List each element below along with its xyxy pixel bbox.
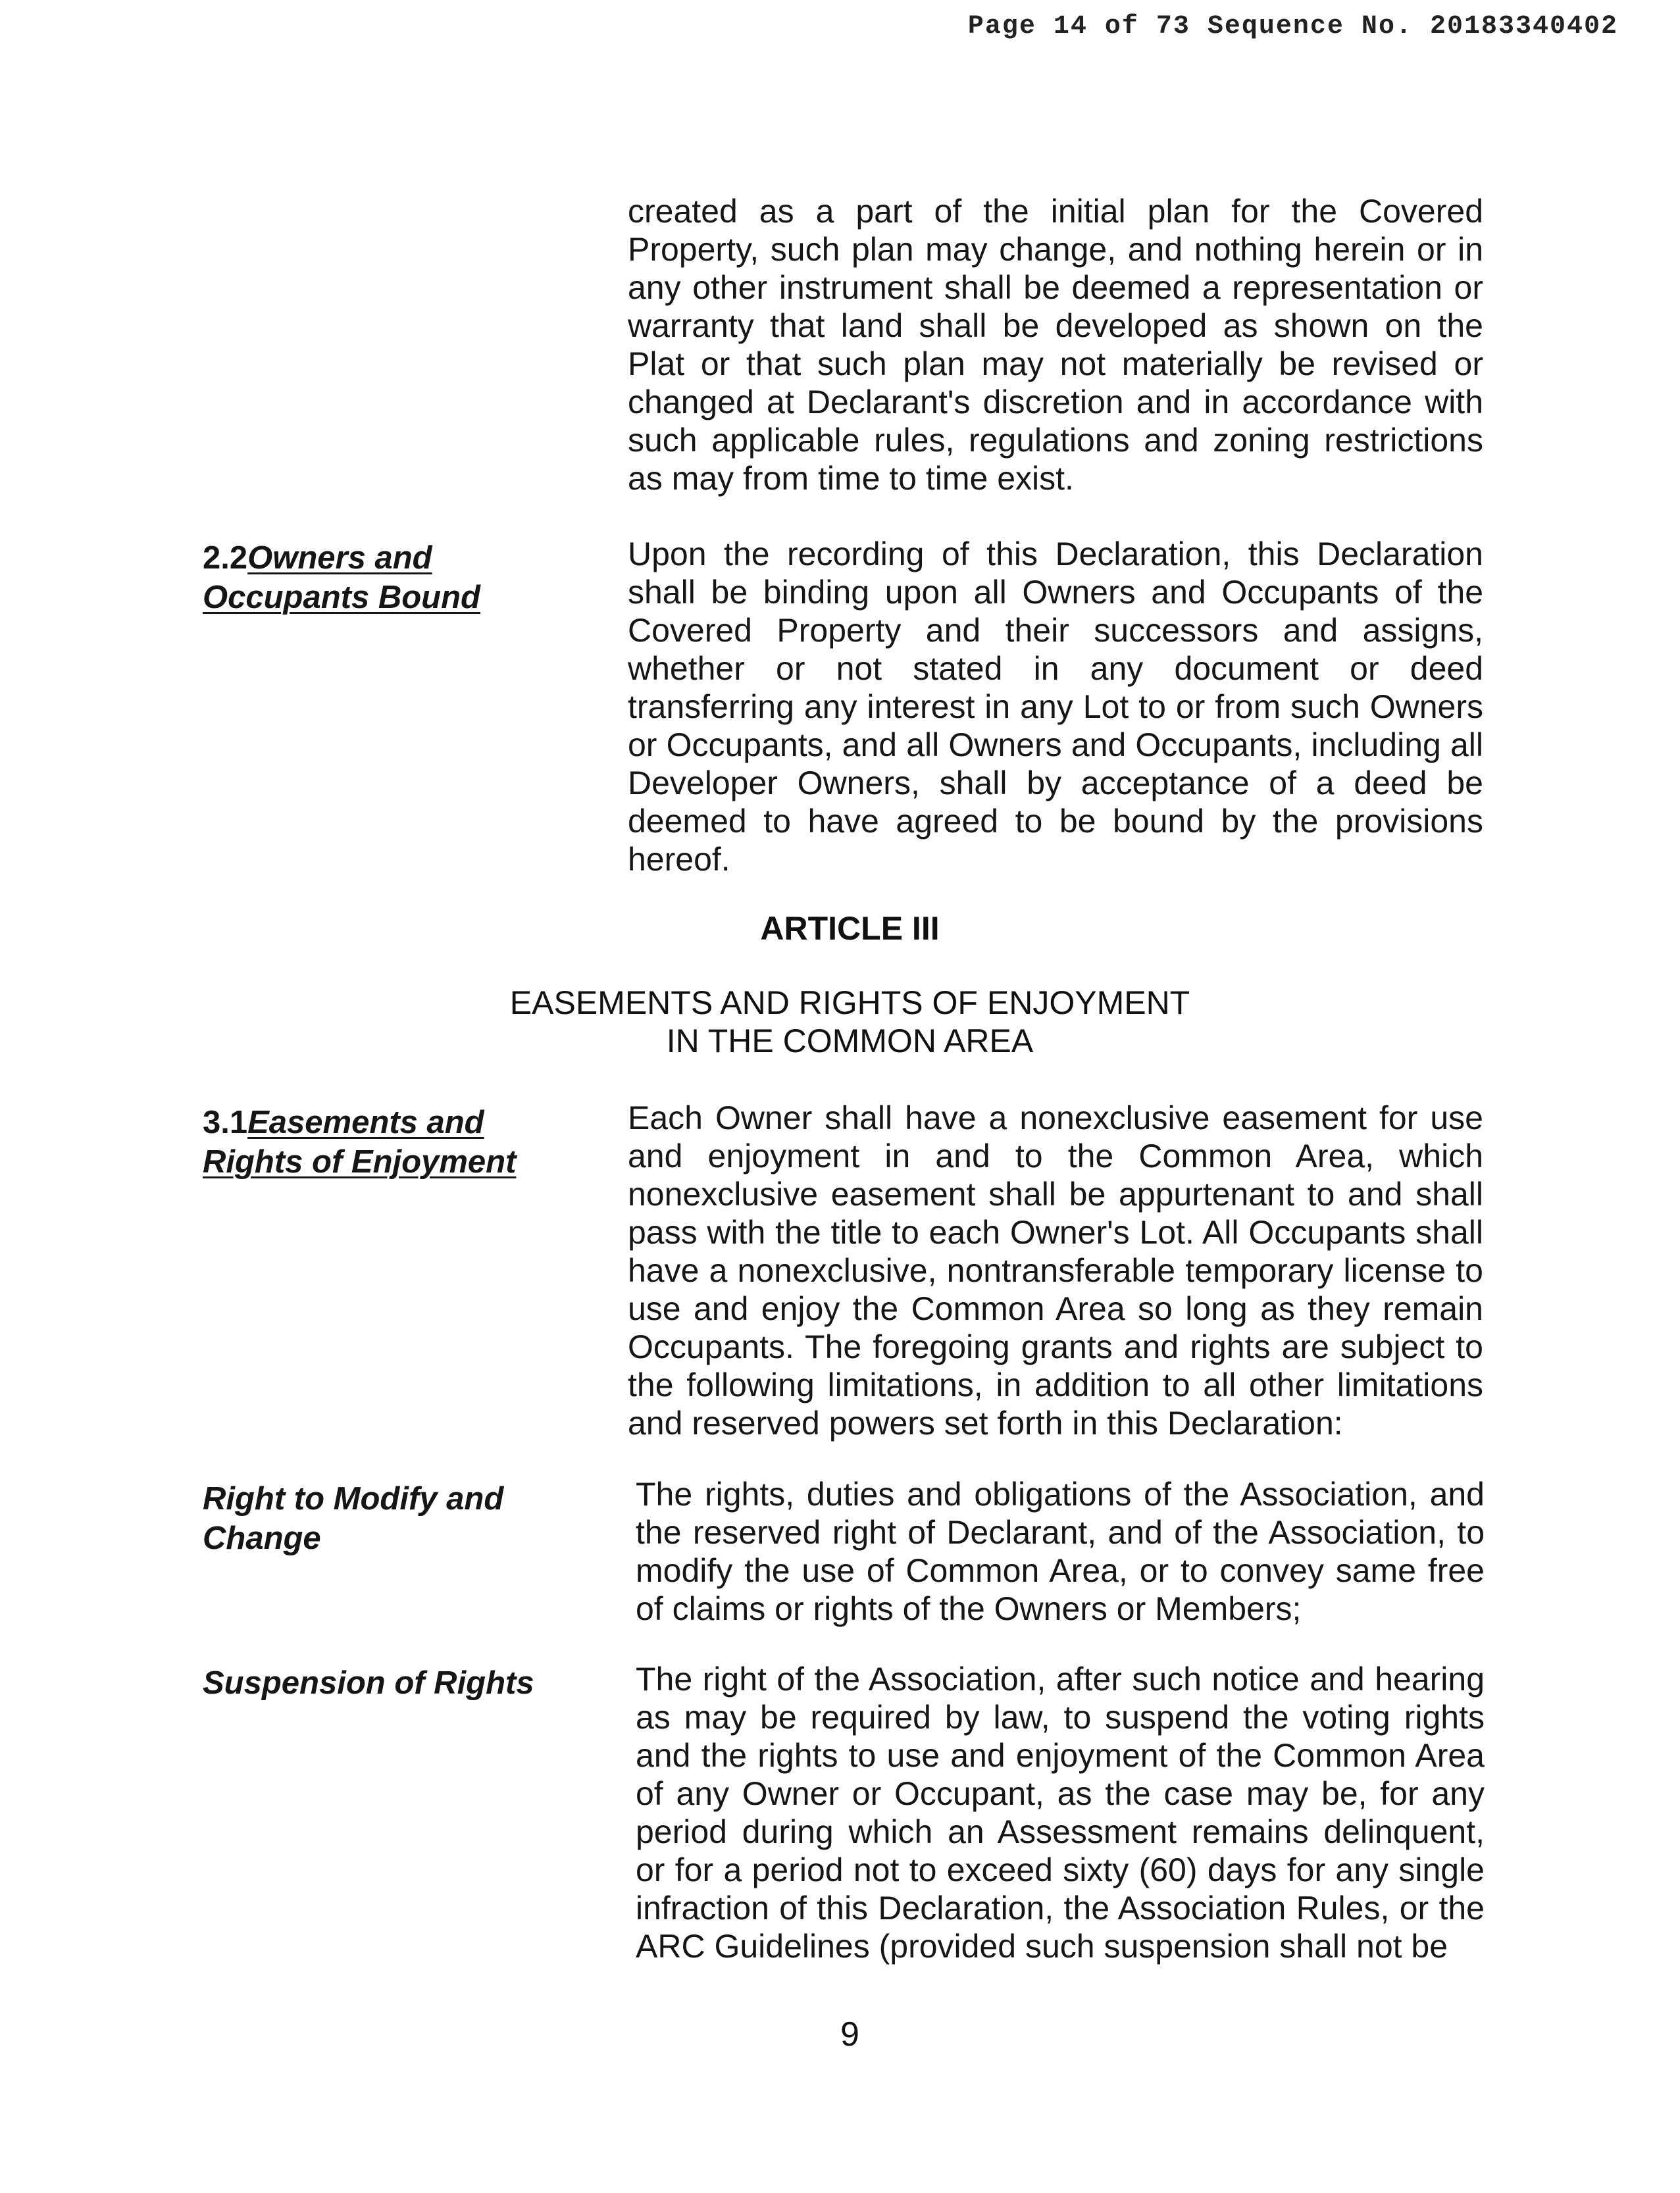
article-subtitle	[0, 984, 1680, 1060]
section-3-1-title-line1: Easements and	[247, 1105, 484, 1140]
section-2-2-paragraph: Upon the recording of this Declaration, this Declaration shall be binding upon all Owners and Occupants of the Covered Property and their successors and assigns, whether or not stated in any document or deed transferring any interest in any Lot to or from such Owners or Occupants, and all Owners and Occupants, including all Developer Owners, shall by acceptance of a deed be deemed to have agreed to be bound by the provisions hereof.	[628, 536, 1483, 878]
right-to-modify-title-line1: Right to Modify and	[203, 1481, 504, 1517]
continuation-paragraph: created as a part of the initial plan for the Covered Property, such plan may change, and nothing herein or in any other instrument shall be deemed a representation or warranty that land shall be developed as shown on the Plat or that such plan may not materially be revised or changed at Declarant's discretion and in accordance with such applicable rules, regulations and zoning restrictions as may from time to time exist.	[628, 193, 1483, 497]
section-3-1-paragraph: Each Owner shall have a nonexclusive easement for use and enjoyment in and to the Common Area, which nonexclusive easement shall be appurtenant to and shall pass with the title to each Owner's Lot. All Occupants shall have a nonexclusive, nontransferable temporary license to use and enjoy the Common Area so long as they remain Occupants. The foregoing grants and rights are subject to the following limitations, in addition to all other limitations and reserved powers set forth in this Declaration:	[628, 1099, 1483, 1442]
right-to-modify-heading	[203, 1479, 571, 1558]
suspension-heading	[203, 1663, 571, 1703]
article-subtitle-line2: IN THE COMMON AREA	[666, 1022, 1034, 1059]
section-3-1-number: 3.1	[203, 1105, 248, 1140]
right-to-modify-title-line2: Change	[203, 1521, 321, 1556]
page-header: Page 14 of 73 Sequence No. 20183340402	[967, 12, 1618, 41]
section-3-1-title-line2: Rights of Enjoyment	[203, 1144, 517, 1180]
section-2-2-number: 2.2	[203, 540, 248, 576]
section-3-1-heading	[203, 1103, 571, 1182]
suspension-paragraph: The right of the Association, after such notice and hearing as may be required by law, to suspend the voting rights and the rights to use and enjoyment of the Common Area of any Owner or Occupant, as the case may be, for any period during which an Assessment remains delinquent, or for a period not to exceed sixty (60) days for any single infraction of this Declaration, the Association Rules, or the ARC Guidelines (provided such suspension shall not be	[636, 1661, 1485, 1965]
section-2-2-heading	[203, 538, 571, 617]
article-title: ARTICLE III	[760, 910, 940, 947]
section-2-2-title-line1: Owners and	[247, 540, 432, 576]
article-subtitle-line1: EASEMENTS AND RIGHTS OF ENJOYMENT	[509, 984, 1190, 1021]
right-to-modify-paragraph: The rights, duties and obligations of the Association, and the reserved right of Declarant, and of the Association, to modify the use of Common Area, or to convey same free of claims or rights of the Owners or Members;	[636, 1476, 1485, 1627]
page-number: 9	[840, 2015, 859, 2054]
suspension-title: Suspension of Rights	[203, 1665, 534, 1701]
section-2-2-title-line2: Occupants Bound	[203, 580, 480, 615]
